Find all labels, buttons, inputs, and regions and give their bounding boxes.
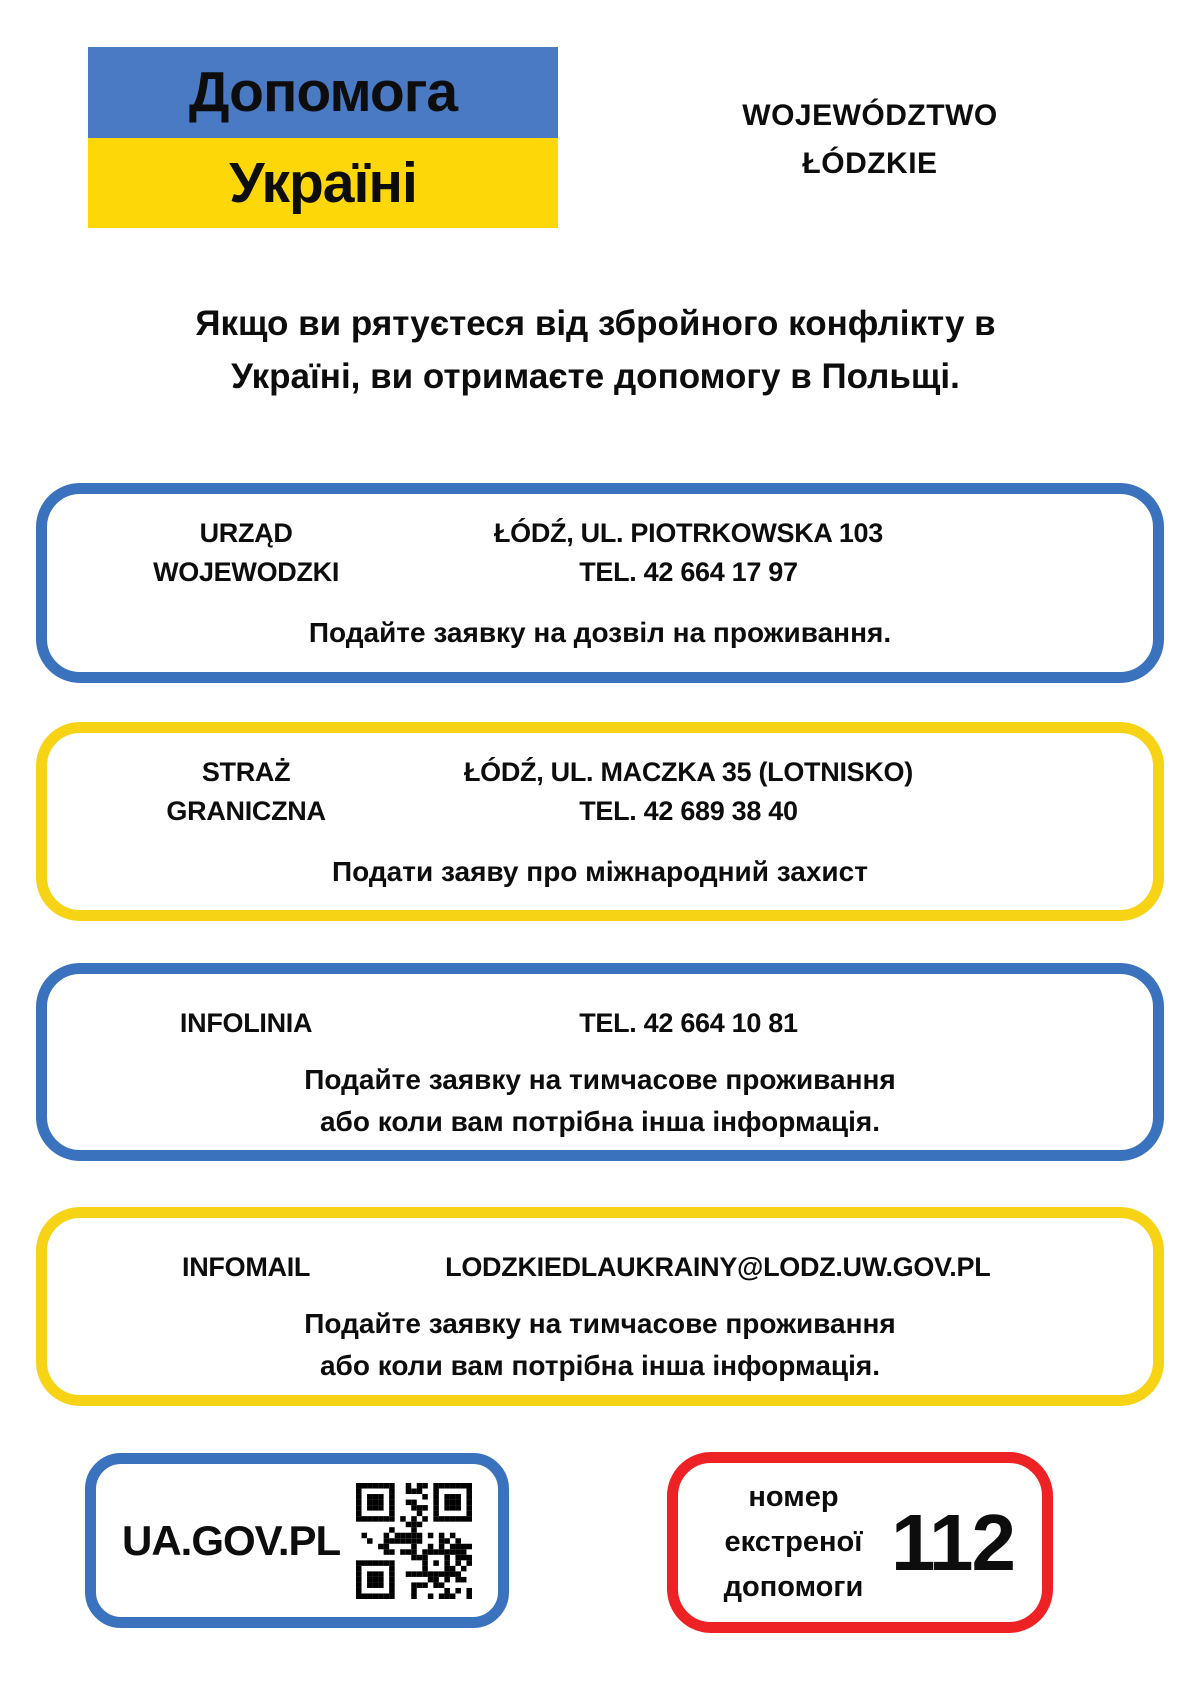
box-phone: TEL. 42 664 10 81 xyxy=(579,1008,798,1038)
emergency-caption-line3: допомоги xyxy=(723,1571,864,1603)
infomail-box xyxy=(36,1207,1164,1406)
box-contact xyxy=(445,514,932,592)
box-description-line1: Подайте заявку на тимчасове проживання xyxy=(304,1308,896,1339)
intro-line2: Україні, ви отримаєте допомогу в Польщі. xyxy=(231,357,960,396)
intro-heading xyxy=(0,297,1191,403)
box-label-line2: WOJEWODZKI xyxy=(153,557,340,587)
box-label xyxy=(47,1004,445,1043)
box-phone: TEL. 42 664 17 97 xyxy=(579,557,798,587)
infolinia-box xyxy=(36,963,1164,1161)
box-description-line1: Подайте заявку на тимчасове проживання xyxy=(304,1064,896,1095)
website-url: UA.GOV.PL xyxy=(122,1516,341,1564)
box-description-line2: або коли вам потрібна інша інформація. xyxy=(319,1106,881,1137)
box-row xyxy=(47,733,1153,831)
box-description xyxy=(47,1303,1153,1387)
box-label-line1: INFOMAIL xyxy=(182,1252,311,1282)
box-address: ŁÓDŹ, UL. MACZKA 35 (LOTNISKO) xyxy=(463,757,913,787)
box-row xyxy=(47,494,1153,592)
flag-yellow-stripe xyxy=(88,138,558,229)
emergency-caption-line2: екстреної xyxy=(724,1526,863,1558)
box-label xyxy=(47,753,445,831)
box-description xyxy=(47,851,1153,893)
intro-line1: Якщо ви рятуєтеся від збройного конфлікту в xyxy=(195,304,996,343)
box-email-address: LODZKIEDLAUKRAINY@LODZ.UW.GOV.PL xyxy=(445,1252,991,1282)
straz-graniczna-box xyxy=(36,722,1164,921)
box-phone: TEL. 42 689 38 40 xyxy=(579,796,798,826)
box-description xyxy=(47,1059,1153,1143)
box-contact xyxy=(445,1004,932,1043)
emergency-number: 112 xyxy=(890,1497,1014,1587)
box-label-line2: GRANICZNA xyxy=(166,796,326,826)
box-description xyxy=(47,612,1153,654)
box-label xyxy=(47,1248,445,1287)
box-row xyxy=(47,1218,1153,1287)
box-label xyxy=(47,514,445,592)
box-contact xyxy=(445,753,932,831)
box-row xyxy=(47,974,1153,1043)
emergency-caption xyxy=(706,1475,881,1610)
region-name-line2: ŁÓDZKIE xyxy=(802,147,938,180)
box-description-line1: Подати заяву про міжнародний захист xyxy=(332,856,868,887)
website-box xyxy=(85,1453,509,1628)
box-description-line2: або коли вам потрібна інша інформація. xyxy=(319,1350,881,1381)
banner-title-line1: Допомога xyxy=(188,60,458,125)
box-email xyxy=(445,1248,990,1287)
box-label-line1: STRAŻ xyxy=(201,757,291,787)
qr-code xyxy=(356,1483,472,1599)
region-name xyxy=(650,92,1090,188)
emergency-caption-line1: номер xyxy=(748,1481,839,1513)
emergency-number-box xyxy=(667,1452,1053,1633)
box-description-line1: Подайте заявку на дозвіл на проживання. xyxy=(308,617,892,648)
flag-blue-stripe xyxy=(88,47,558,138)
box-label-line1: INFOLINIA xyxy=(179,1008,313,1038)
urzad-wojewodzki-box xyxy=(36,483,1164,683)
box-address: ŁÓDŹ, UL. PIOTRKOWSKA 103 xyxy=(493,518,883,548)
box-label-line1: URZĄD xyxy=(199,518,293,548)
region-name-line1: WOJEWÓDZTWO xyxy=(742,99,998,132)
banner-title-line2: Україні xyxy=(229,150,417,215)
ukraine-flag-banner xyxy=(88,47,558,228)
